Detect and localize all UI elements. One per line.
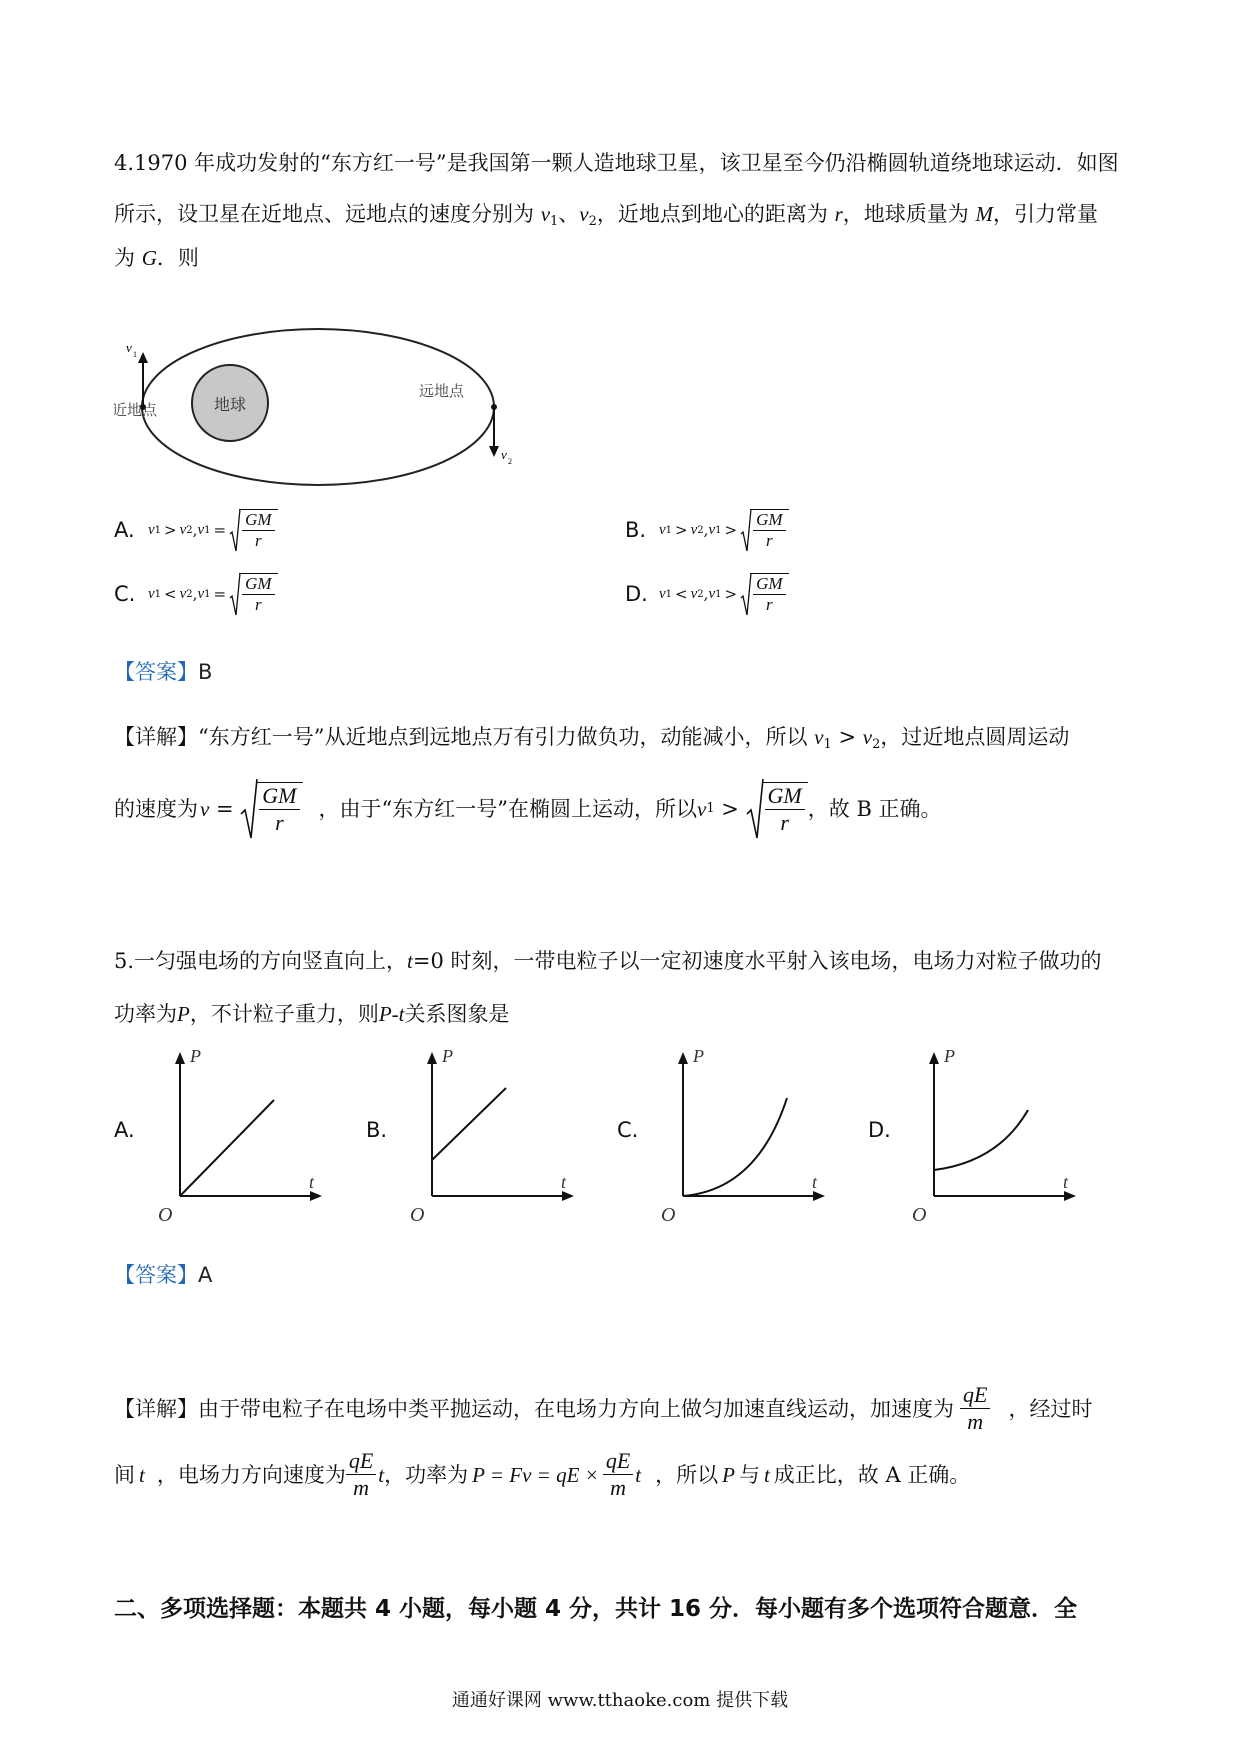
q5-option-label-d: D. (868, 1118, 891, 1142)
sqrt-gm-r-2: $\frac{GM}{r}$ (746, 778, 808, 840)
origin-label: O (410, 1204, 425, 1226)
v2-sub: 2 (508, 457, 512, 466)
q5-detail-line2: 间 t ，电场力方向速度为 $\frac{qE}{m}$ t ，功率为 P = Fv = qE × $\frac{qE}{m}$ t ，所以 P 与 t 成正比，故 A 正确。 (114, 1448, 971, 1500)
q4-option-a: A. v 1 > v 2 , v 1 = $\frac{GM}{r}$ (114, 508, 278, 552)
q5-graph-c (647, 1040, 827, 1234)
p-axis-label: P (190, 1046, 201, 1066)
y-axis-arrow (427, 1052, 437, 1064)
q4-line2: 所示，设卫星在近地点、远地点的速度分别为 $v_1$、$v_2$，近地点到地心的距离为 r，地球质量为 M，引力常量 (114, 202, 1098, 229)
q5-option-label-a: A. (114, 1118, 135, 1142)
q4-detail-line2: 的速度为 v = $\frac{GM}{r}$ ，由于“东方红一号”在椭圆上运动，所以 v 1 > $\frac{GM}{r}$ ，故 B 正确。 (114, 778, 1124, 840)
frac-qE-m-3: $\frac{qE}{m}$ (603, 1448, 633, 1501)
x-axis-arrow (813, 1191, 825, 1201)
v2-arrowhead (489, 446, 499, 457)
q5-graph-a (144, 1040, 324, 1234)
frac-qE-m-1: $\frac{qE}{m}$ (960, 1382, 990, 1435)
perigee-label: 近地点 (114, 401, 158, 419)
earth-label: 地球 (213, 395, 247, 414)
x-axis-arrow (310, 1191, 322, 1201)
footer: 通通好课网 www.tthaoke.com 提供下载 (451, 1690, 789, 1711)
q5-graph-d (898, 1040, 1078, 1234)
v1-arrowhead (138, 352, 148, 363)
q4-detail-line1: 【详解】“东方红一号”从近地点到远地点万有引力做负功，动能减小，所以 $v_1 > v_2$，过近地点圆周运动 (114, 725, 1070, 752)
p-t-curve (934, 1110, 1028, 1170)
p-t-curve (432, 1088, 506, 1160)
p-axis-label: P (693, 1046, 704, 1066)
p-t-curve (180, 1100, 274, 1196)
y-axis-arrow (175, 1052, 185, 1064)
t-axis-label: t (309, 1172, 315, 1192)
origin-label: O (912, 1204, 927, 1226)
v1-sub: 1 (133, 350, 137, 359)
q5-option-label-b: B. (366, 1118, 388, 1142)
x-axis-arrow (562, 1191, 574, 1201)
q4-option-d: D. v 1 < v 2 , v 1 > $\frac{GM}{r}$ (625, 572, 789, 616)
q5-detail-line1: 【详解】 由于带电粒子在电场中类平抛运动，在电场力方向上做匀加速直线运动，加速度为 $\frac{qE}{m}$ ，经过时 (114, 1382, 1093, 1434)
q5-option-label-c: C. (617, 1118, 639, 1142)
origin-label: O (158, 1204, 173, 1226)
q5-line1: 5.一匀强电场的方向竖直向上，t=0 时刻，一带电粒子以一定初速度水平射入该电场，电场力对粒子做功的 (114, 949, 1102, 973)
origin-label: O (661, 1204, 676, 1226)
q5-answer: 【答案】A (114, 1263, 213, 1287)
q4-option-c: C. v 1 < v 2 , v 1 = $\frac{GM}{r}$ (114, 572, 278, 616)
apogee-label: 远地点 (419, 382, 465, 400)
q4-answer: 【答案】B (114, 660, 213, 684)
q4-line3: 为 G．则 (114, 246, 199, 270)
y-axis-arrow (678, 1052, 688, 1064)
sqrt-gm-r-1: $\frac{GM}{r}$ (240, 778, 302, 840)
v1-label: v (126, 340, 132, 355)
x-axis-arrow (1064, 1191, 1076, 1201)
orbit-diagram (114, 318, 514, 486)
p-axis-label: P (944, 1046, 955, 1066)
q4-line1: 4.1970 年成功发射的“东方红一号”是我国第一颗人造地球卫星，该卫星至今仍沿椭圆轨道绕地球运动．如图 (114, 151, 1119, 175)
q5-graph-b (396, 1040, 576, 1234)
p-axis-label: P (442, 1046, 453, 1066)
t-axis-label: t (1063, 1172, 1069, 1192)
t-axis-label: t (812, 1172, 818, 1192)
q5-line2: 功率为P，不计粒子重力，则P-t关系图象是 (114, 1002, 510, 1026)
y-axis-arrow (929, 1052, 939, 1064)
p-t-curve (683, 1098, 787, 1196)
t-axis-label: t (561, 1172, 567, 1192)
q4-option-b: B. v 1 > v 2 , v 1 > $\frac{GM}{r}$ (625, 508, 789, 552)
v2-label: v (501, 447, 507, 462)
frac-qE-m-2: $\frac{qE}{m}$ (346, 1448, 376, 1501)
section-2-heading: 二、多项选择题：本题共 4 小题，每小题 4 分，共计 16 分．每小题有多个选项符合题意．全 (114, 1596, 1078, 1622)
